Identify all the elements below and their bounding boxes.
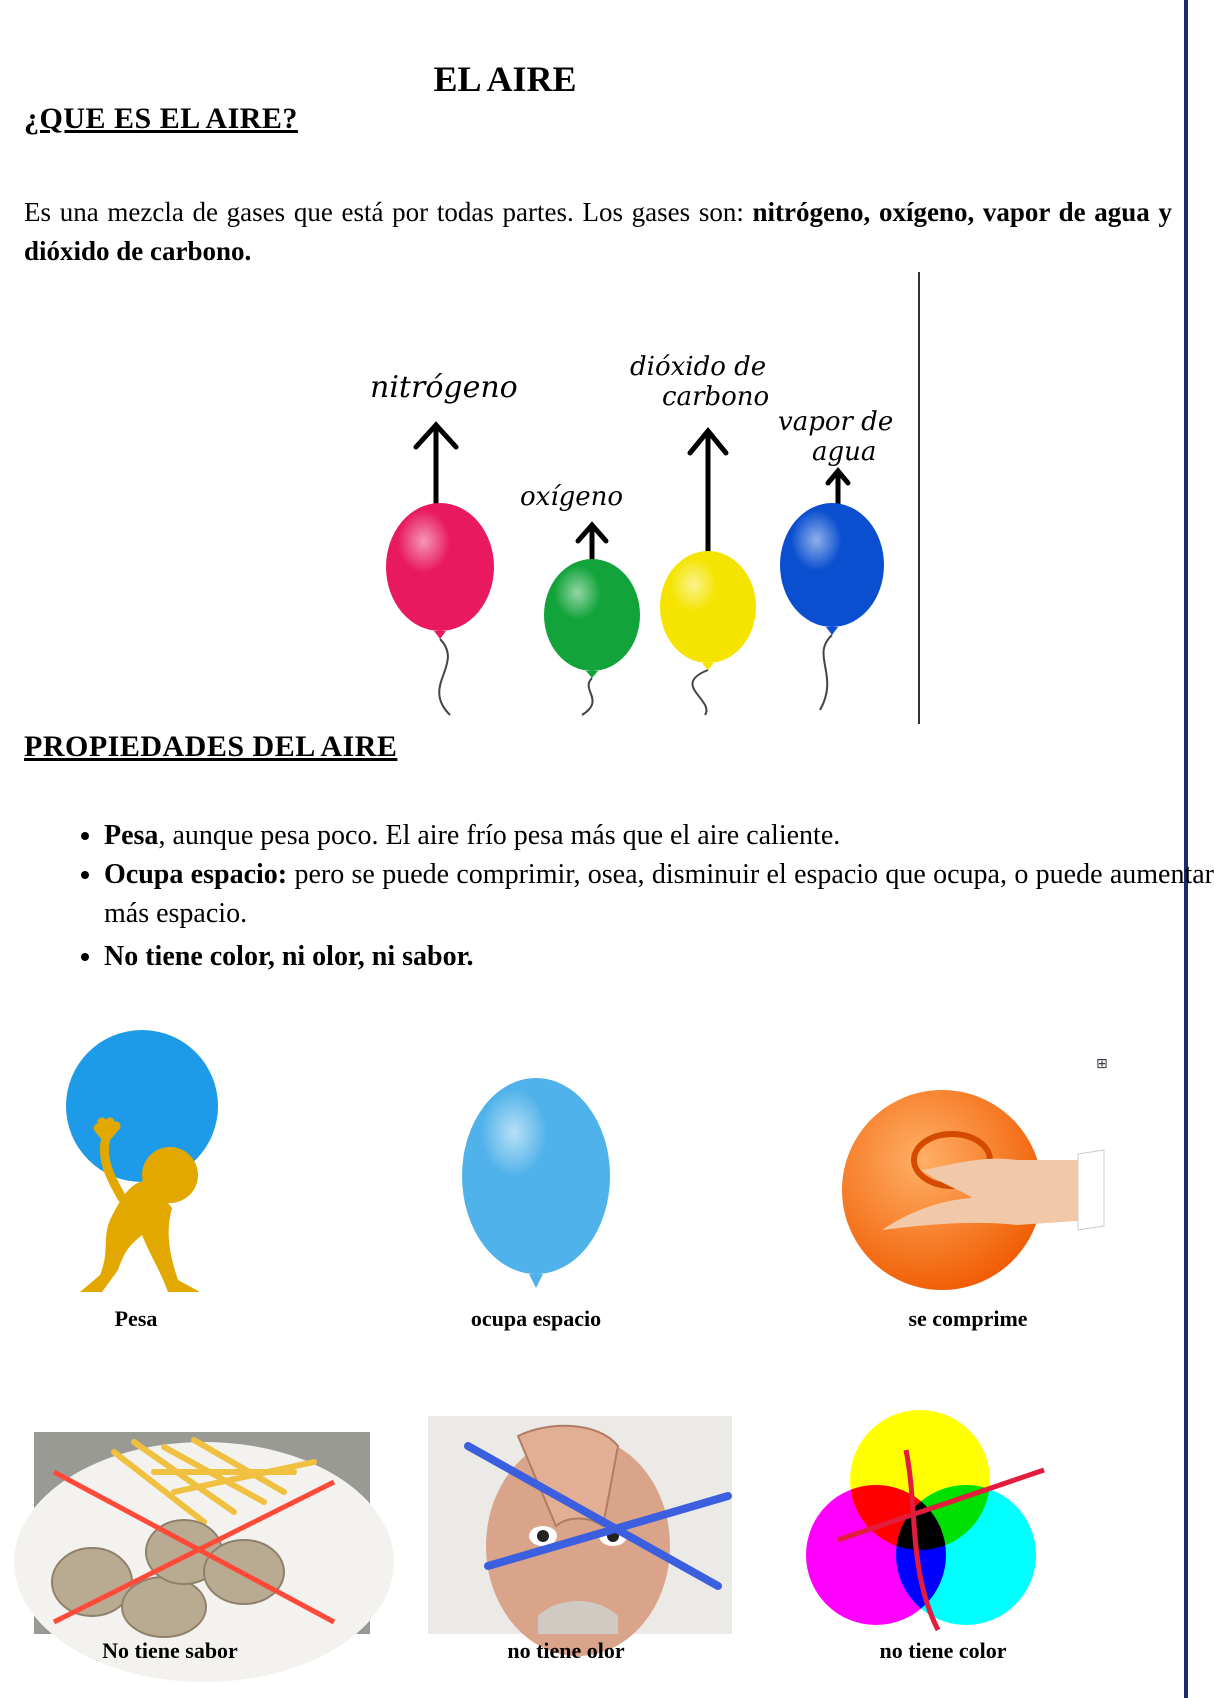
label-co2-line1: dióxido de — [630, 352, 767, 382]
caption-no-color: no tiene color — [879, 1638, 1007, 1663]
intro-paragraph — [24, 193, 1172, 271]
hand-pressing-ball-icon — [842, 1050, 1106, 1300]
property-text: pero se puede comprimir, osea, disminuir el espacio que ocupa, o puede aumentar más espacio. — [104, 859, 1214, 929]
caption-no-sabor: No tiene sabor — [102, 1638, 238, 1663]
page-title: EL AIRE — [433, 59, 577, 99]
person-carrying-ball-icon — [50, 1030, 230, 1300]
blue-balloon-icon — [456, 1078, 616, 1300]
intro-text: Es una mezcla de gases que está por todas partes. Los gases son: — [24, 197, 753, 227]
label-nitrogen: nitrógeno — [370, 370, 518, 405]
property-bold: No tiene color, ni olor, ni sabor. — [104, 941, 474, 972]
property-bold: Ocupa espacio: — [104, 859, 288, 890]
crossed-food-plate-icon — [34, 1432, 370, 1634]
caption-ocupa-espacio: ocupa espacio — [470, 1306, 602, 1331]
label-oxygen: oxígeno — [520, 482, 624, 512]
properties-list — [62, 816, 1214, 976]
balloon-co2 — [660, 551, 756, 715]
label-vapor-line1: vapor de — [778, 407, 894, 437]
crossed-man-holding-nose-icon — [428, 1416, 732, 1634]
property-text: , aunque pesa poco. El aire frío pesa más que el aire caliente. — [158, 820, 841, 851]
balloon-nitrogen — [386, 503, 494, 715]
gases-balloons-diagram — [370, 345, 910, 715]
label-vapor-line2: agua — [812, 437, 877, 467]
intro-gases: nitrógeno, oxígeno, vapor de agua y dióxido de carbono. — [24, 197, 1172, 266]
balloon-oxygen — [544, 559, 640, 715]
balloon-vapor — [780, 503, 884, 710]
watermark-glyph: ⊞ — [1096, 1056, 1108, 1072]
list-item — [104, 816, 1214, 855]
caption-pesa: Pesa — [114, 1306, 158, 1331]
diagram-divider — [918, 272, 920, 724]
caption-no-olor: no tiene olor — [507, 1638, 625, 1663]
caption-se-comprime: se comprime — [908, 1306, 1028, 1331]
section-heading-what-is-air: ¿QUE ES EL AIRE? — [24, 102, 298, 135]
label-co2-line2: carbono — [662, 382, 770, 412]
list-item — [104, 937, 1214, 976]
crossed-color-circles-icon — [808, 1410, 1048, 1634]
section-heading-properties: PROPIEDADES DEL AIRE — [24, 730, 398, 763]
list-item — [104, 855, 1214, 933]
property-bold: Pesa — [104, 820, 159, 851]
